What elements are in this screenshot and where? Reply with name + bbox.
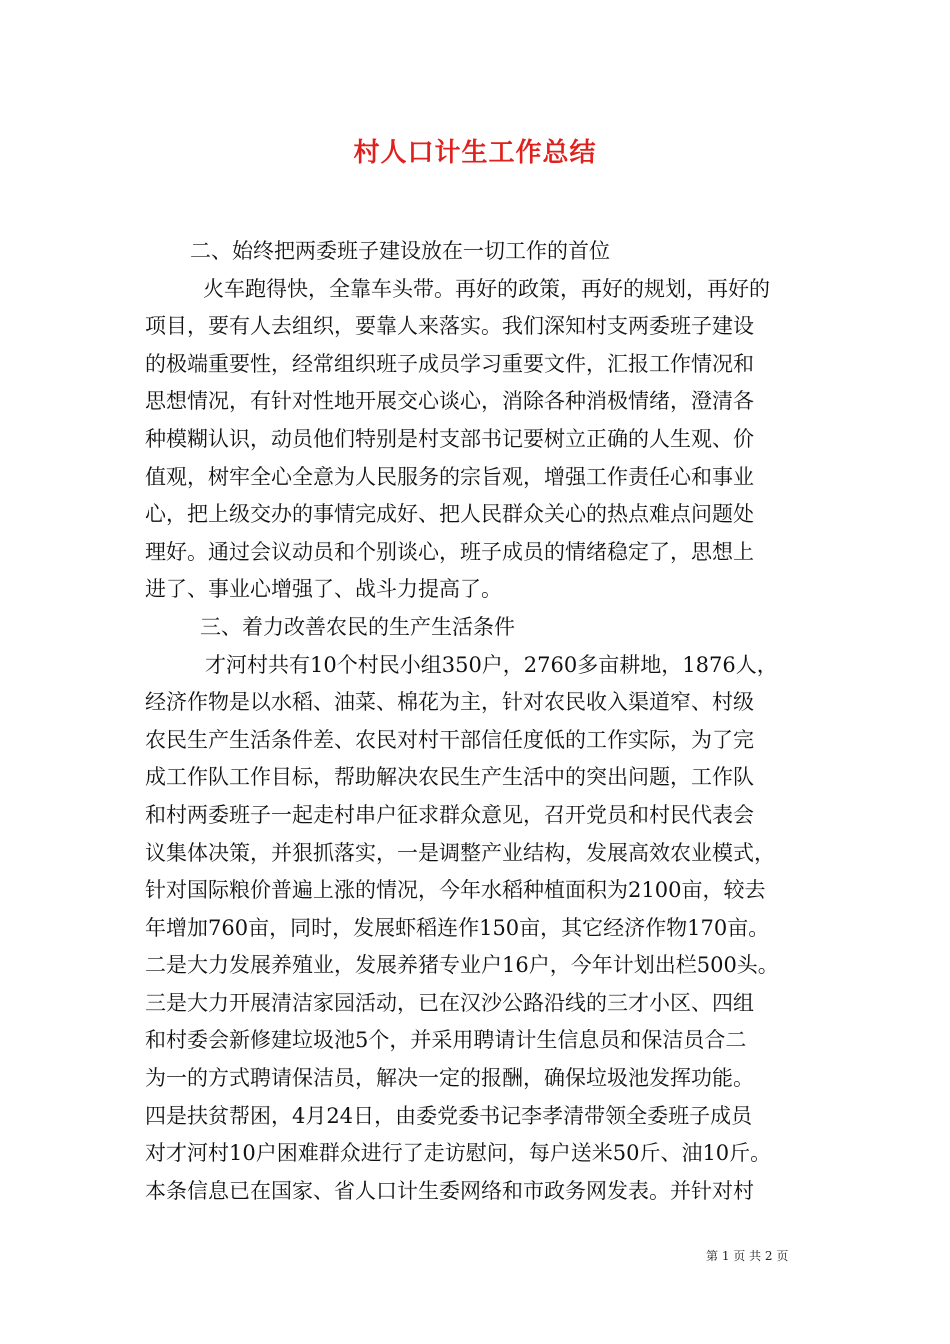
paragraph-line: 理好。通过会议动员和个别谈心，班子成员的情绪稳定了，思想上 xyxy=(145,539,754,564)
paragraph-line: 成工作队工作目标，帮助解决农民生产生活中的突出问题，工作队 xyxy=(145,765,754,790)
paragraph-line: 针对国际粮价普遍上涨的情况，今年水稻种植面积为2100亩，较去 xyxy=(145,878,766,903)
paragraph-line: 议集体决策，并狠抓落实，一是调整产业结构，发展高效农业模式， xyxy=(145,840,775,865)
section-heading-2: 二、始终把两委班子建设放在一切工作的首位 xyxy=(190,239,610,263)
paragraph-line: 的极端重要性，经常组织班子成员学习重要文件，汇报工作情况和 xyxy=(145,351,754,376)
paragraph-line: 和村两委班子一起走村串户征求群众意见，召开党员和村民代表会 xyxy=(145,802,754,827)
paragraph-line: 为一的方式聘请保洁员，解决一定的报酬，确保垃圾池发挥功能。 xyxy=(145,1066,754,1091)
paragraph-line: 对才河村10户困难群众进行了走访慰问，每户送米50斤、油10斤。 xyxy=(145,1141,772,1166)
paragraph-line: 本条信息已在国家、省人口计生委网络和市政务网发表。并针对村 xyxy=(145,1178,754,1203)
paragraph-line: 三是大力开展清洁家园活动，已在汉沙公路沿线的三才小区、四组 xyxy=(145,990,754,1015)
paragraph-line: 心，把上级交办的事情完成好、把人民群众关心的热点难点问题处 xyxy=(145,502,754,527)
page-footer: 第 1 页 共 2 页 xyxy=(706,1249,789,1263)
paragraph-line: 思想情况，有针对性地开展交心谈心，消除各种消极情绪，澄清各 xyxy=(145,389,754,414)
paragraph-line: 种模糊认识，动员他们特别是村支部书记要树立正确的人生观、价 xyxy=(145,426,754,451)
paragraph-line: 农民生产生活条件差、农民对村干部信任度低的工作实际，为了完 xyxy=(145,727,754,752)
document-title: 村人口计生工作总结 xyxy=(353,138,597,168)
paragraph-line: 四是扶贫帮困，4月24日，由委党委书记李孝清带领全委班子成员 xyxy=(145,1103,753,1128)
paragraph-line: 二是大力发展养殖业，发展养猪专业户16户，今年计划出栏500头。 xyxy=(145,953,779,978)
section-heading-3: 三、着力改善农民的生产生活条件 xyxy=(200,614,515,639)
paragraph-line: 年增加760亩，同时，发展虾稻连作150亩，其它经济作物170亩。 xyxy=(145,915,770,940)
paragraph-line: 项目，要有人去组织，要靠人来落实。我们深知村支两委班子建设 xyxy=(145,314,754,339)
paragraph-line: 和村委会新修建垃圾池5个，并采用聘请计生信息员和保洁员合二 xyxy=(145,1028,747,1053)
paragraph-line: 经济作物是以水稻、油菜、棉花为主，针对农民收入渠道窄、村级 xyxy=(145,690,754,715)
paragraph-line: 进了、事业心增强了、战斗力提高了。 xyxy=(145,577,502,602)
document-body xyxy=(145,233,810,1210)
paragraph-line: 才河村共有10个村民小组350户，2760多亩耕地，1876人， xyxy=(205,652,778,677)
paragraph-line: 值观，树牢全心全意为人民服务的宗旨观，增强工作责任心和事业 xyxy=(145,464,754,489)
paragraph-line: 火车跑得快，全靠车头带。再好的政策，再好的规划，再好的 xyxy=(203,276,770,301)
